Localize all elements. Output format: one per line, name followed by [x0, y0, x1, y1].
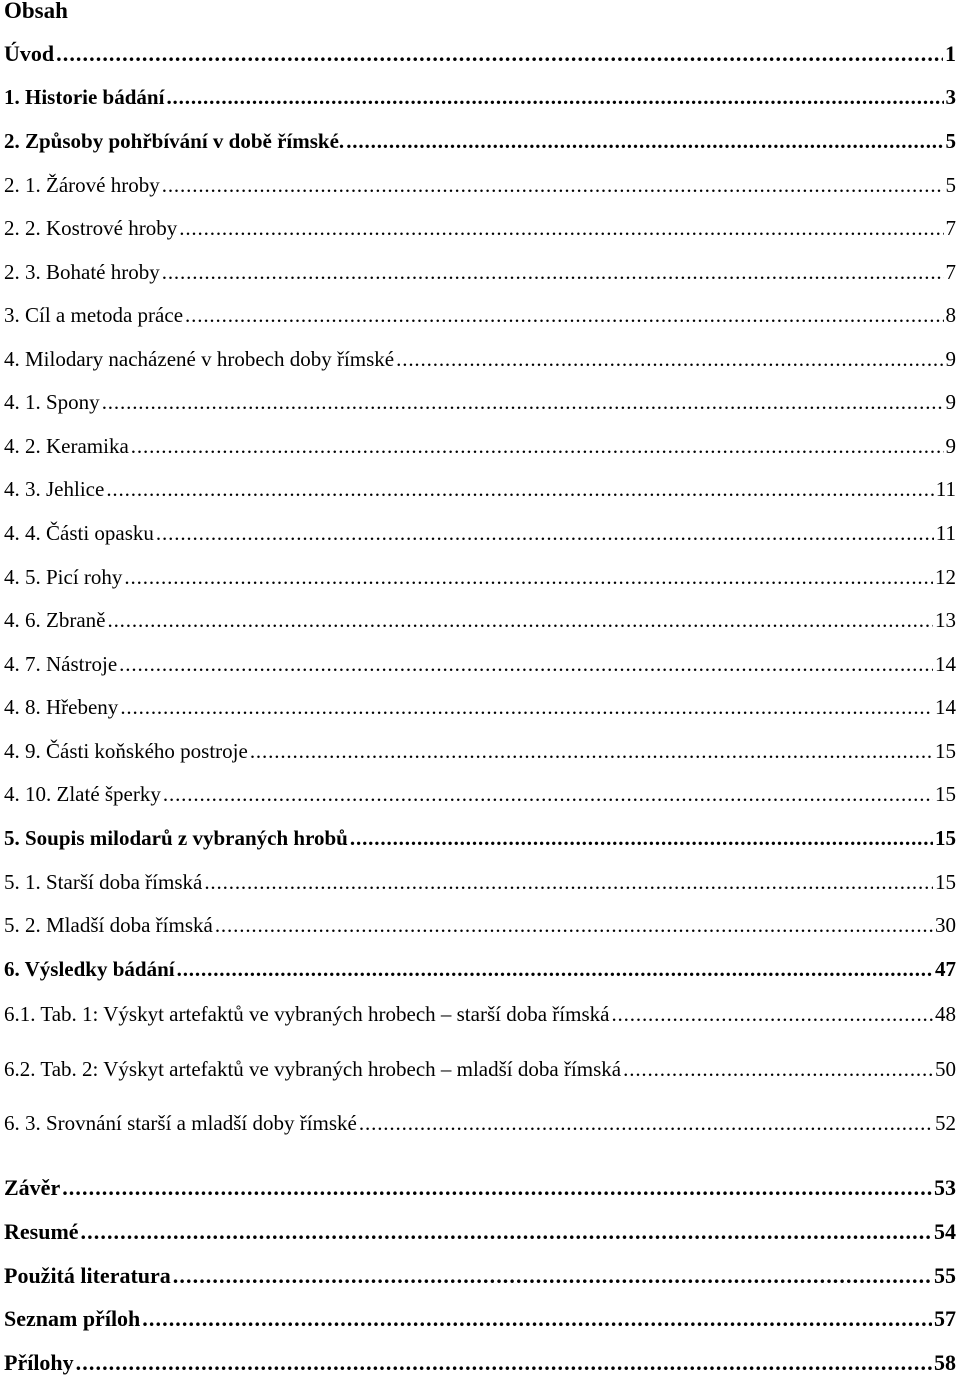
toc-entry-page-number: 12: [935, 565, 956, 589]
toc-entry-label: 6. Výsledky bádání: [4, 957, 175, 981]
toc-dot-leader: [204, 865, 933, 899]
toc-dot-leader: [166, 80, 943, 114]
toc-dot-leader: [107, 603, 933, 637]
toc-dot-leader: [106, 472, 933, 506]
toc-entry-page-number: 55: [934, 1263, 956, 1288]
toc-entry-label: 2. 1. Žárové hroby: [4, 173, 160, 197]
toc-entry-label: 4. 3. Jehlice: [4, 477, 105, 501]
toc-entry-page-number: 9: [945, 347, 956, 371]
toc-dot-leader: [396, 342, 943, 376]
toc-entry-label: 4. 4. Části opasku: [4, 521, 154, 545]
toc-entry-label: 5. 2. Mladší doba římská: [4, 913, 213, 937]
toc-entry-label: 6. 3. Srovnání starší a mladší doby římské: [4, 1111, 357, 1135]
toc-entry-page-number: 15: [935, 782, 956, 806]
toc-entry-page-number: 47: [935, 957, 956, 981]
toc-entry-page-number: 15: [935, 870, 956, 894]
toc-entry: [4, 472, 956, 506]
toc-dot-leader: [163, 777, 933, 811]
toc-entry-page-number: 7: [945, 260, 956, 284]
toc-entry-page-number: 14: [935, 695, 956, 719]
toc-entry-label: Seznam příloh: [4, 1306, 141, 1331]
toc-entry: [4, 342, 956, 376]
toc-entry-label: Úvod: [4, 41, 55, 66]
toc-dot-leader: [346, 124, 943, 158]
toc-entry-label: 6.1. Tab. 1: Výskyt artefaktů ve vybraných hrobech – starší doba římská: [4, 1002, 610, 1026]
toc-entry-label: 4. 9. Části koňského postroje: [4, 739, 248, 763]
toc-entry: [4, 690, 956, 724]
toc-entry: [4, 734, 956, 768]
toc-entry-label: 5. Soupis milodarů z vybraných hrobů: [4, 826, 348, 850]
toc-dot-leader: [81, 1215, 932, 1249]
toc-entry: [4, 124, 956, 158]
toc-entry: [4, 997, 956, 1031]
toc-entry: [4, 560, 956, 594]
toc-entry: [4, 1171, 956, 1205]
toc-entry-label: Závěr: [4, 1175, 61, 1200]
toc-dot-leader: [215, 908, 933, 942]
toc-entry-page-number: 54: [934, 1219, 956, 1244]
toc-entry-page-number: 3: [945, 85, 956, 109]
toc-entry: [4, 1346, 956, 1380]
toc-dot-leader: [131, 429, 944, 463]
toc-entry: [4, 1052, 956, 1086]
toc-entry-page-number: 9: [945, 390, 956, 414]
toc-entry-page-number: 11: [935, 521, 956, 545]
toc-entry: [4, 908, 956, 942]
toc-entry-label: 4. 8. Hřebeny: [4, 695, 119, 719]
toc-dot-leader: [611, 997, 933, 1031]
toc-dot-leader: [623, 1052, 933, 1086]
toc-entry-page-number: 14: [935, 652, 956, 676]
toc-entry-page-number: 53: [934, 1175, 956, 1200]
toc-dot-leader: [162, 255, 944, 289]
toc-entry-label: Resumé: [4, 1219, 79, 1244]
toc-dot-leader: [350, 821, 933, 855]
toc-entry-label: 2. 3. Bohaté hroby: [4, 260, 160, 284]
toc-entry-label: 6.2. Tab. 2: Výskyt artefaktů ve vybraných hrobech – mladší doba římská: [4, 1057, 622, 1081]
toc-entry-label: 2. 2. Kostrové hroby: [4, 216, 178, 240]
toc-dot-leader: [102, 385, 944, 419]
toc-entry-label: 4. 2. Keramika: [4, 434, 129, 458]
toc-entry-label: 1. Historie bádání: [4, 85, 165, 109]
toc-dot-leader: [76, 1346, 932, 1380]
toc-dot-leader: [359, 1106, 933, 1140]
toc-entry-page-number: 50: [935, 1057, 956, 1081]
toc-entry-page-number: 9: [945, 434, 956, 458]
toc-entry: [4, 603, 956, 637]
toc-entry-label: 4. Milodary nacházené v hrobech doby římské: [4, 347, 395, 371]
toc-entry-page-number: 58: [934, 1350, 956, 1375]
toc-dot-leader: [62, 1171, 932, 1205]
toc-entry: [4, 1106, 956, 1140]
toc-entry-label: 4. 6. Zbraně: [4, 608, 106, 632]
toc-entry-page-number: 1: [945, 41, 956, 66]
toc-dot-leader: [119, 647, 933, 681]
toc-entry: [4, 647, 956, 681]
toc-entry-page-number: 52: [935, 1111, 956, 1135]
toc-entry-page-number: 11: [935, 477, 956, 501]
toc-dot-leader: [124, 560, 933, 594]
toc-entry-label: 4. 5. Picí rohy: [4, 565, 123, 589]
toc-dot-leader: [56, 37, 943, 71]
toc-entry: [4, 777, 956, 811]
toc-dot-leader: [120, 690, 933, 724]
toc-entry: [4, 1302, 956, 1336]
toc-entry: [4, 37, 956, 71]
toc-entry-label: 4. 1. Spony: [4, 390, 100, 414]
toc-entry-page-number: 15: [935, 739, 956, 763]
toc-dot-leader: [162, 168, 944, 202]
toc-entry: [4, 385, 956, 419]
toc-entry: [4, 80, 956, 114]
toc-entry: [4, 1259, 956, 1293]
toc-entry-label: 4. 10. Zlaté šperky: [4, 782, 161, 806]
toc-entry-page-number: 15: [935, 826, 956, 850]
toc-entry-page-number: 13: [935, 608, 956, 632]
toc-dot-leader: [177, 952, 933, 986]
toc-entry: [4, 429, 956, 463]
toc-entry-page-number: 5: [945, 129, 956, 153]
toc-dot-leader: [179, 211, 943, 245]
toc-entry-page-number: 8: [945, 303, 956, 327]
toc-heading: Obsah: [4, 0, 68, 23]
toc-entry-page-number: 7: [945, 216, 956, 240]
toc-entry-page-number: 57: [934, 1306, 956, 1331]
toc-entry: [4, 1215, 956, 1249]
toc-entry-label: Přílohy: [4, 1350, 74, 1375]
toc-entry: [4, 865, 956, 899]
toc-entry-page-number: 5: [945, 173, 956, 197]
toc-entry: [4, 255, 956, 289]
toc-entry: [4, 168, 956, 202]
toc-entry-label: 4. 7. Nástroje: [4, 652, 118, 676]
toc-entry-label: 3. Cíl a metoda práce: [4, 303, 184, 327]
toc-dot-leader: [142, 1302, 932, 1336]
toc-entry-label: Použitá literatura: [4, 1263, 171, 1288]
toc-dot-leader: [156, 516, 934, 550]
toc-entry-page-number: 30: [935, 913, 956, 937]
toc-entry: [4, 821, 956, 855]
toc-entry-page-number: 48: [935, 1002, 956, 1026]
toc-entry: [4, 516, 956, 550]
toc-dot-leader: [185, 298, 943, 332]
toc-entry-label: 2. Způsoby pohřbívání v době římské.: [4, 129, 345, 153]
toc-entry-label: 5. 1. Starší doba římská: [4, 870, 203, 894]
toc-entry: [4, 952, 956, 986]
toc-dot-leader: [173, 1259, 932, 1293]
toc-entry: [4, 298, 956, 332]
toc-dot-leader: [250, 734, 933, 768]
toc-entry: [4, 211, 956, 245]
